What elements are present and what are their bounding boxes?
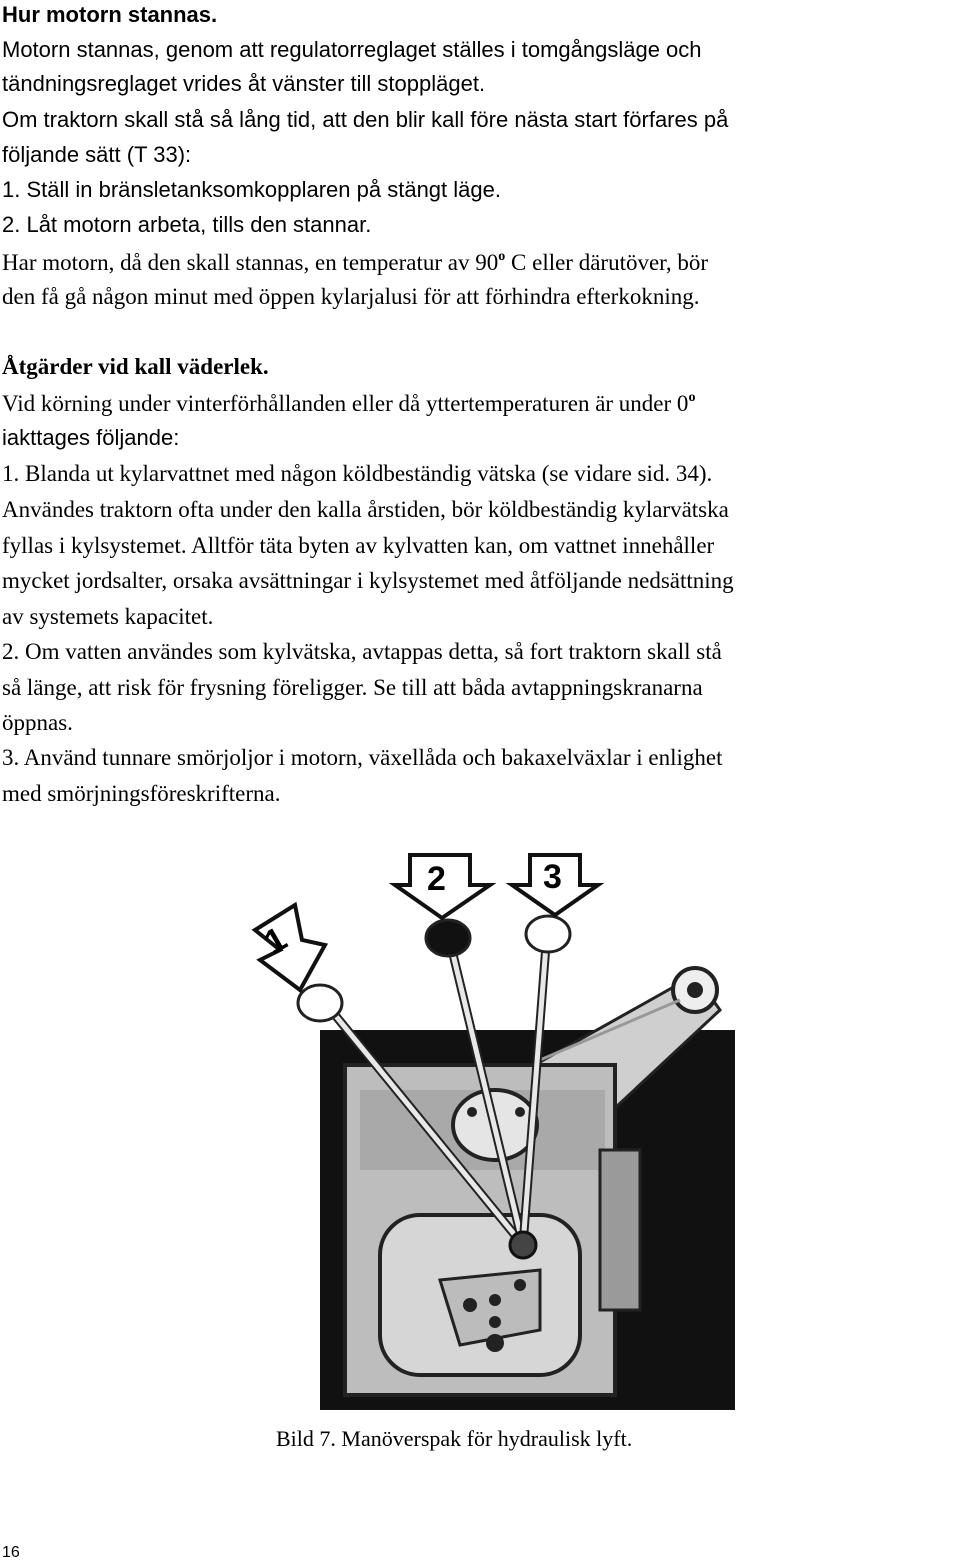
text-run: Vid körning under vinterförhållanden eller då yttertemperaturen är under 0 — [2, 391, 689, 416]
plate-hole — [489, 1294, 501, 1306]
paragraph-line: Användes traktorn ofta under den kalla årstiden, bör köldbeständig kylarvätska — [2, 497, 729, 522]
arrow-label: 2 — [427, 860, 446, 898]
arrow-label: 3 — [543, 858, 562, 896]
paragraph-line: Motorn stannas, genom att regulatorreglaget ställes i tomgångsläge och — [2, 37, 702, 62]
knob-1 — [298, 985, 342, 1021]
paragraph-line: fyllas i kylsystemet. Alltför täta byten av kylvatten kan, om vattnet innehåller — [2, 533, 715, 558]
paragraph-line: följande sätt (T 33): — [2, 142, 192, 167]
paragraph-line: öppnas. — [2, 710, 73, 735]
plate-hole — [514, 1279, 526, 1291]
section-heading-stop-engine: Hur motorn stannas. — [2, 2, 218, 27]
plate-hole — [486, 1334, 504, 1352]
paragraph-line: tändningsreglaget vrides åt vänster till stoppläget. — [2, 71, 486, 96]
arrow-3-icon — [512, 855, 598, 915]
paragraph-line: så länge, att risk för frysning föreligger. Se till att båda avtappningskranarna — [2, 675, 703, 700]
arrow-1-icon — [255, 905, 325, 990]
knob-3 — [526, 916, 570, 952]
list-item: 1. Ställ in bränsletanksomkopplaren på stängt läge. — [2, 177, 501, 202]
list-item: 2. Om vatten användes som kylvätska, avtappas detta, så fort traktorn skall stå — [2, 639, 722, 664]
paragraph-line-temperature — [2, 250, 708, 274]
paragraph-line: mycket jordsalter, orsaka avsättningar i kylsystemet med åtföljande nedsättning — [2, 568, 734, 593]
lever-hub — [510, 1232, 536, 1258]
plate-hole — [489, 1316, 501, 1328]
hydraulic-lever-illustration — [240, 850, 735, 1410]
list-item: 1. Blanda ut kylarvattnet med någon köldbeständig vätska (se vidare sid. 34). — [2, 461, 713, 486]
paragraph-line: Om traktorn skall stå så lång tid, att den blir kall före nästa start förfares på — [2, 107, 729, 132]
text-run: C eller därutöver, bör — [505, 250, 709, 275]
knob-2 — [426, 920, 470, 956]
paragraph-line: med smörjningsföreskrifterna. — [2, 781, 281, 806]
page-number: 16 — [2, 1544, 20, 1561]
degree-mark: o — [688, 390, 696, 405]
figure-caption: Bild 7. Manöverspak för hydraulisk lyft. — [276, 1426, 633, 1451]
paragraph-line: den få gå någon minut med öppen kylarjalusi för att förhindra efterkokning. — [2, 284, 700, 309]
degree-mark: o — [498, 249, 506, 264]
list-item: 3. Använd tunnare smörjoljor i motorn, växellåda och bakaxelväxlar i enlighet — [2, 745, 723, 770]
paragraph-line: av systemets kapacitet. — [2, 604, 214, 629]
plate-hole — [463, 1298, 477, 1312]
section-heading-cold-weather: Åtgärder vid kall väderlek. — [2, 354, 269, 379]
list-item: 2. Låt motorn arbeta, tills den stannar. — [2, 212, 372, 237]
paragraph-line-intro — [2, 391, 695, 415]
text-run: Har motorn, då den skall stannas, en temperatur av 90 — [2, 250, 499, 275]
paragraph-line: iakttages följande: — [2, 425, 180, 450]
arrow-label: 1 — [258, 919, 294, 962]
arrow-2-icon — [395, 855, 490, 918]
